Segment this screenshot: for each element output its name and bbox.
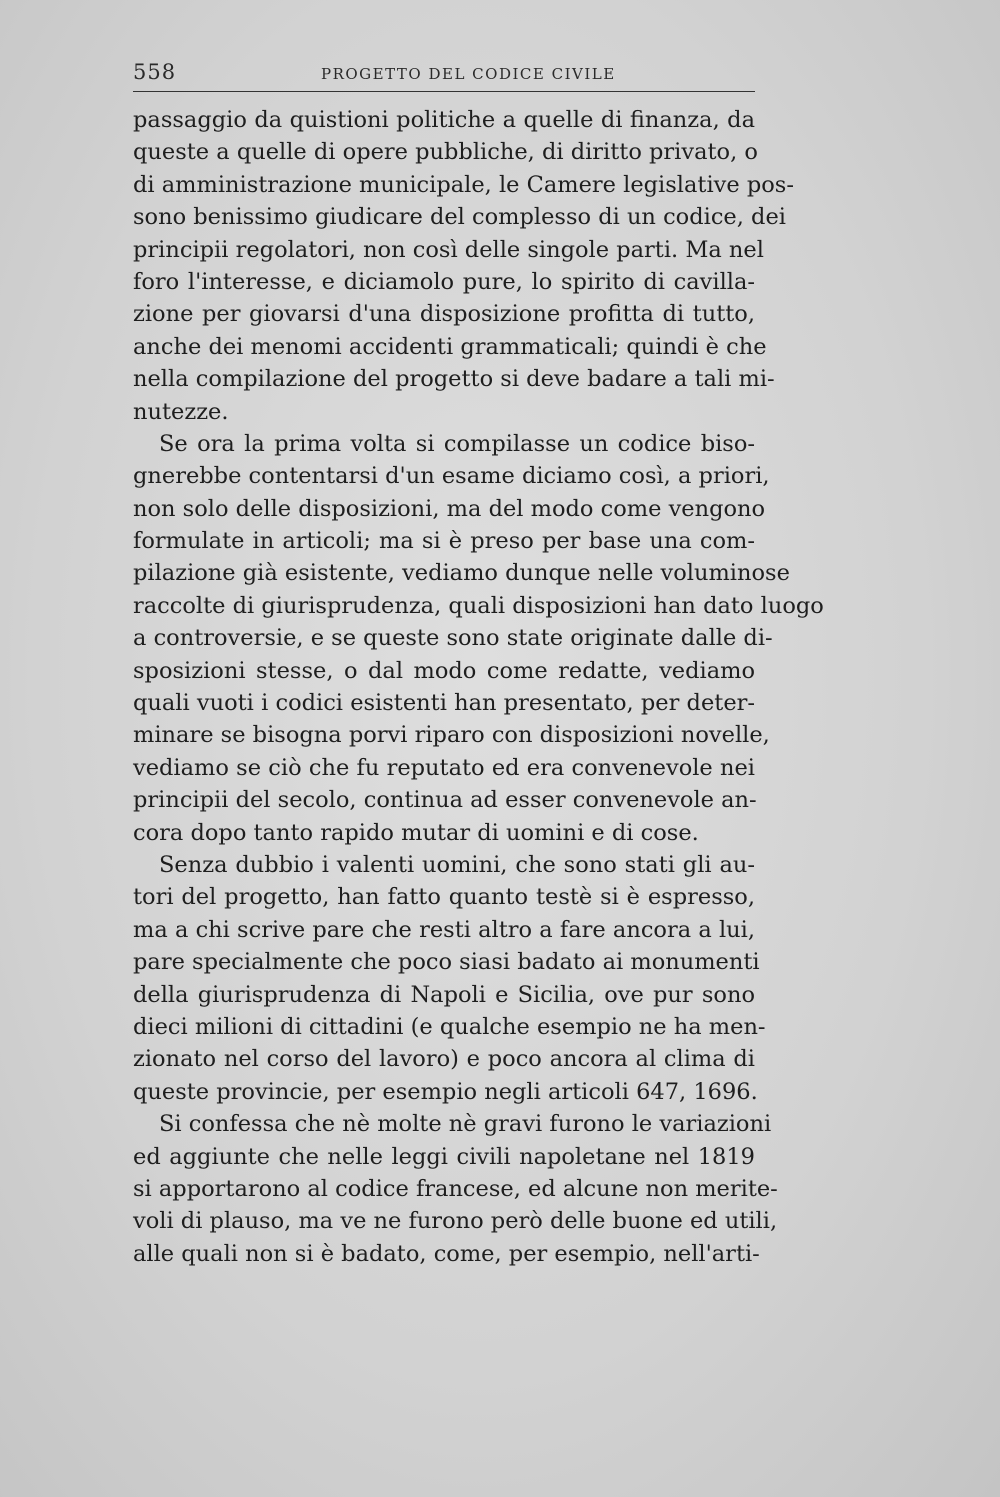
text-line: pilazione già esistente, vediamo dunque nelle voluminose (133, 560, 790, 587)
text-line: a controversie, e se queste sono state originate dalle di- (133, 625, 773, 652)
text-line: non solo delle disposizioni, ma del modo come vengono (133, 495, 766, 522)
text-line: ma a chi scrive pare che resti altro a fare ancora a lui, (133, 916, 755, 943)
text-line: pare specialmente che poco siasi badato ai monumenti (133, 949, 760, 976)
text-line: minare se bisogna porvi riparo con disposizioni novelle, (133, 722, 770, 749)
running-head: PROGETTO DEL CODICE CIVILE (321, 65, 616, 83)
header-rule (133, 91, 755, 92)
text-line: dieci milioni di cittadini (e qualche esempio ne ha men- (133, 1013, 766, 1040)
text-line: principii regolatori, non così delle singole parti. Ma nel (133, 236, 764, 263)
text-line: di amministrazione municipale, le Camere legislative pos- (133, 171, 794, 198)
paragraph (133, 428, 824, 849)
text-line: gnerebbe contentarsi d'un esame diciamo così, a priori, (133, 463, 770, 490)
text-line: della giurisprudenza di Napoli e Sicilia, ove pur sono (133, 981, 755, 1008)
text-line: alle quali non si è badato, come, per esempio, nell'arti- (133, 1240, 760, 1267)
paragraph (133, 104, 794, 428)
text-line: vediamo se ciò che fu reputato ed era convenevole nei (133, 754, 755, 781)
text-line: sono benissimo giudicare del complesso di un codice, dei (133, 204, 786, 231)
text-line: ed aggiunte che nelle leggi civili napoletane nel 1819 (133, 1143, 755, 1170)
text-line: foro l'interesse, e diciamolo pure, lo spirito di cavilla- (133, 268, 755, 295)
text-line: Si confessa che nè molte nè gravi furono le variazioni (159, 1111, 772, 1138)
text-line: sposizioni stesse, o dal modo come redatte, vediamo (133, 657, 755, 684)
text-line: anche dei menomi accidenti grammaticali; quindi è che (133, 333, 767, 360)
text-line: quali vuoti i codici esistenti han presentato, per deter- (133, 690, 755, 717)
body-text (133, 104, 824, 1270)
text-line: principii del secolo, continua ad esser convenevole an- (133, 787, 757, 814)
text-line: raccolte di giurisprudenza, quali disposizioni han dato luogo (133, 592, 824, 619)
text-line: queste provincie, per esempio negli articoli 647, 1696. (133, 1078, 758, 1105)
text-line: zionato nel corso del lavoro) e poco ancora al clima di (133, 1046, 755, 1073)
text-line: formulate in articoli; ma si è preso per base una com- (133, 528, 755, 555)
text-line: nella compilazione del progetto si deve badare a tali mi- (133, 366, 775, 393)
text-line: Senza dubbio i valenti uomini, che sono stati gli au- (159, 851, 755, 878)
text-line: tori del progetto, han fatto quanto testè si è espresso, (133, 884, 755, 911)
page-number: 558 (133, 60, 177, 84)
text-line: nutezze. (133, 398, 229, 425)
text-line: si apportarono al codice francese, ed alcune non merite- (133, 1175, 778, 1202)
text-line: queste a quelle di opere pubbliche, di diritto privato, o (133, 139, 758, 166)
text-line: zione per giovarsi d'una disposizione profitta di tutto, (133, 301, 755, 328)
paragraph (133, 849, 766, 1108)
text-line: voli di plauso, ma ve ne furono però delle buone ed utili, (133, 1208, 778, 1235)
text-line: cora dopo tanto rapido mutar di uomini e di cose. (133, 819, 699, 846)
text-line: Se ora la prima volta si compilasse un codice biso- (159, 430, 755, 457)
text-line: passaggio da quistioni politiche a quelle di finanza, da (133, 107, 755, 133)
page-header (133, 60, 755, 100)
paragraph (133, 1108, 778, 1270)
